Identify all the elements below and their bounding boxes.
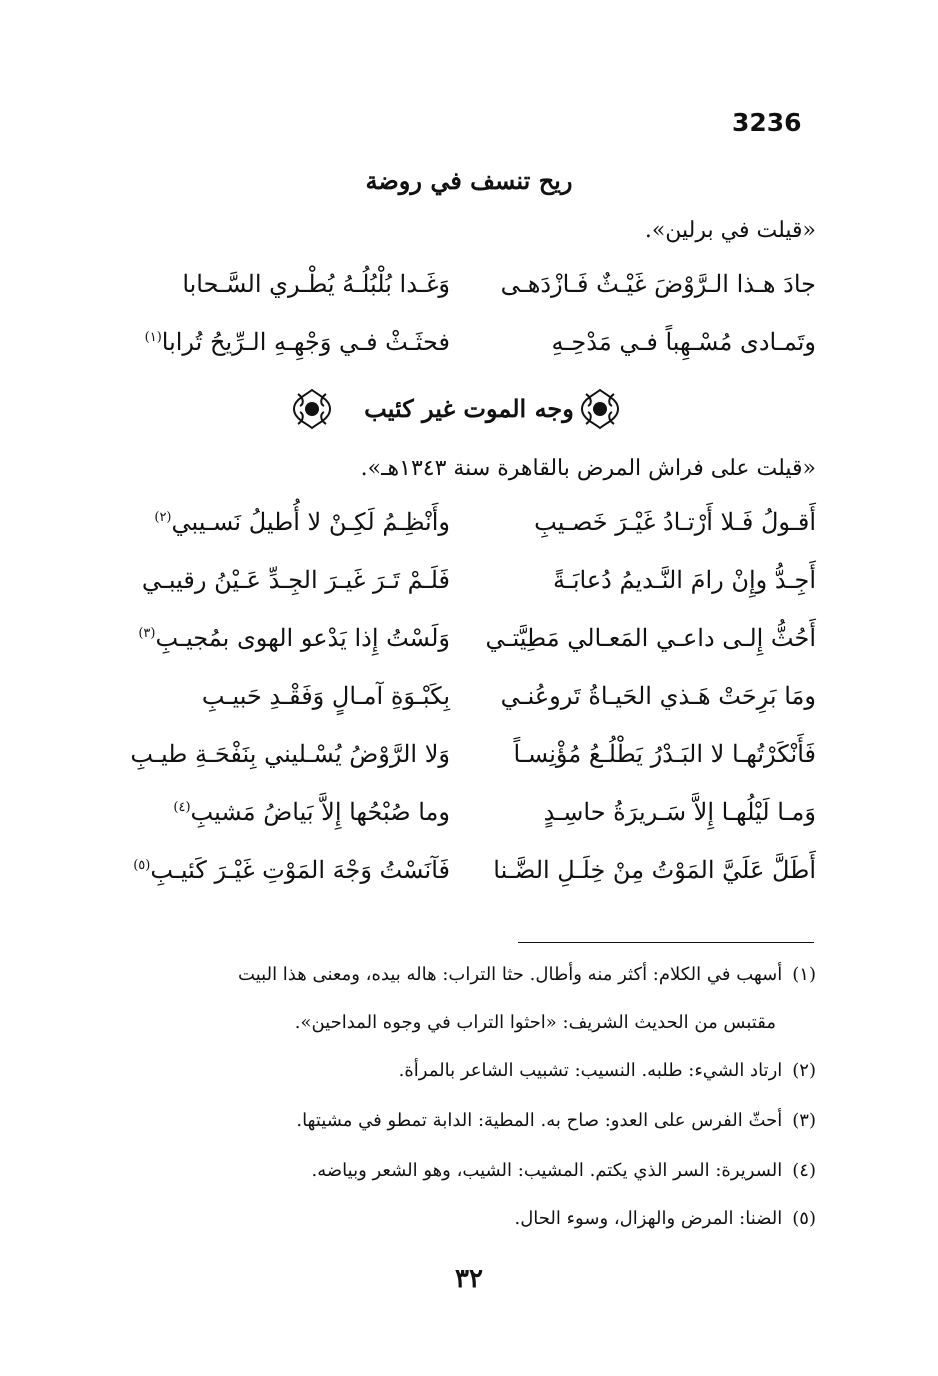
verse-second-hemistich — [104, 682, 450, 710]
verse-first-hemistich: أَحُثُّ إِلـى داعـي المَعـالي مَطِيَّتـي — [485, 624, 816, 652]
footnote-number: (٣) — [792, 1110, 816, 1131]
footnote-ref: (١) — [144, 330, 162, 345]
verse-second-hemistich — [104, 856, 450, 884]
verse-first-hemistich: أَقـولُ فَـلا أَرْتـادُ غَيْـرَ خَصـيبِ — [534, 508, 816, 536]
verse-row — [0, 508, 938, 558]
verse-first-hemistich: وتَمـادى مُسْـهِباً فـي مَدْحِـهِ — [551, 328, 816, 356]
poem-note-1: «قيلت في برلين». — [644, 218, 816, 243]
hemistich-text: وأَنْظِـمُ لَكِـنْ لا أُطيلُ نَسـيبي — [171, 508, 450, 536]
footnote-number: (١) — [792, 964, 816, 985]
footnote-1-continuation — [295, 1012, 776, 1033]
verse-row — [0, 856, 938, 906]
footnote-number: (٥) — [792, 1208, 816, 1229]
poem-note-2: «قيلت على فراش المرض بالقاهرة سنة ١٣٤٣هـ». — [360, 456, 816, 481]
footnote-5 — [514, 1208, 816, 1229]
verse-second-hemistich — [104, 270, 450, 298]
verse-second-hemistich — [104, 798, 450, 826]
footnote-text: أحثّ الفرس على العدو: صاح به. المطية: الدابة تمطو في مشيتها. — [296, 1110, 783, 1131]
footnote-text: السريرة: السر الذي يكتم. المشيب: الشيب، وهو الشعر وبياضه. — [311, 1160, 783, 1181]
verse-first-hemistich: فَأَنْكَرْتُهـا لا البَـدْرُ يَطْلُـعُ مُؤْنِسـاً — [513, 740, 816, 768]
footnote-text: الضنا: المرض والهزال، وسوء الحال. — [514, 1208, 783, 1229]
hemistich-text: وَلَسْتُ إِذا يَدْعو الهوى بمُجيـبِ — [155, 624, 450, 652]
footnote-text: ارتاد الشيء: طلبه. النسيب: تشبيب الشاعر بالمرأة. — [398, 1060, 783, 1081]
footnote-ref: (٣) — [138, 626, 156, 641]
footnote-number: (٢) — [792, 1060, 816, 1081]
hemistich-text: وما صُبْحُها إِلاَّ بَياضُ مَشيبِ — [190, 798, 450, 826]
footnote-ref: (٢) — [154, 510, 172, 525]
verse-first-hemistich: أَطَلَّ عَلَيَّ المَوْتُ مِنْ خِلَـلِ الضَّـنا — [493, 856, 816, 884]
verse-second-hemistich — [104, 740, 450, 768]
hemistich-text: وَلا الرَّوْضُ يُسْـليني بِنَفْحَـةِ طيـبِ — [130, 740, 450, 768]
hemistich-text: فحثَـثْ فـي وَجْهِـهِ الـرِّيحُ تُرابا — [161, 328, 450, 356]
footnote-text: أسهب في الكلام: أكثر منه وأطال. حثا التراب: هاله بيده، ومعنى هذا البيت — [238, 964, 783, 985]
footnote-4 — [312, 1160, 817, 1181]
hemistich-text: وَغَـدا بُلْبُلُـهُ يُطْـري السَّـحابا — [182, 270, 450, 298]
verse-second-hemistich — [104, 624, 450, 652]
verse-first-hemistich: جادَ هـذا الـرَّوْضَ غَيْـثٌ فَـازْدَهـى — [500, 270, 816, 298]
hemistich-text: فَآنَسْتُ وَجْهَ المَوْتِ غَيْـرَ كَئيـبِ — [150, 856, 450, 884]
footnote-ref: (٤) — [173, 800, 191, 815]
footnote-ref: (٥) — [133, 858, 151, 873]
verse-second-hemistich — [104, 508, 450, 536]
verse-second-hemistich — [104, 328, 450, 356]
footnote-divider — [518, 942, 814, 943]
verse-row — [0, 328, 938, 378]
verse-row — [0, 270, 938, 320]
footnote-1 — [238, 964, 816, 985]
verse-row — [0, 740, 938, 790]
verse-second-hemistich — [104, 566, 450, 594]
hemistich-text: فَلَـمْ تَـرَ غَيـرَ الجِـدِّ عَـيْنُ رقيبـي — [141, 566, 450, 594]
document-id: 3236 — [732, 108, 802, 137]
verse-row — [0, 682, 938, 732]
footnote-text: مقتبس من الحديث الشريف: «احثوا التراب في وجوه المداحين». — [294, 1012, 776, 1033]
verse-first-hemistich: وَمـا لَيْلُهـا إِلاَّ سَـريرَةُ حاسِـدٍ — [543, 798, 816, 826]
verse-row — [0, 624, 938, 674]
footnote-number: (٤) — [792, 1160, 816, 1181]
page-number: ٣٢ — [455, 1264, 483, 1294]
verse-first-hemistich: ومَا بَرِحَتْ هَـذي الحَيـاةُ تَروعُنـي — [500, 682, 816, 710]
poem-title-2: وجه الموت غير كئيب — [364, 394, 574, 423]
verse-first-hemistich: أَجِـدُّ وإِنْ رامَ النَّـديمُ دُعابَـةً — [552, 566, 816, 594]
verse-row — [0, 566, 938, 616]
footnote-2 — [399, 1060, 816, 1081]
verse-row — [0, 798, 938, 848]
hemistich-text: بِكَبْـوَةِ آمـالٍ وَفَقْـدِ حَبيـبِ — [201, 682, 450, 710]
poem-title-1: ريح تنسف في روضة — [365, 166, 573, 195]
footnote-3 — [296, 1110, 816, 1131]
